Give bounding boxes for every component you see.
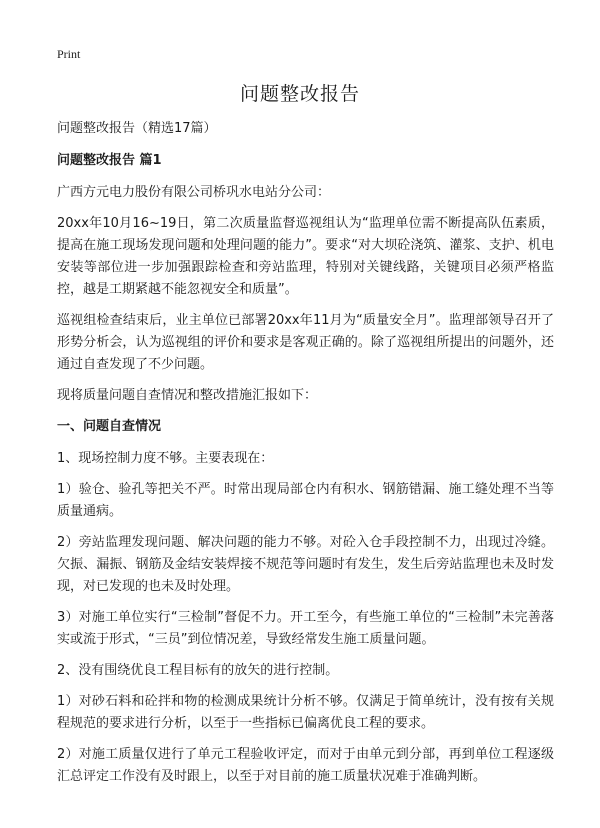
- paragraph-inspection-findings: 20xx年10月16~19日，第二次质量监督巡视组认为“监理单位需不断提高队伍素质，提高在施工现场发现问题和处理问题的能力”。要求“对大坝砼浇筑、灌浆、支护、机电安装等部位进一步加强跟踪检查和旁站监理，特别对关键线路，关键项目必须严格监控，越是工期紧越不能忽视安全和质量”。: [57, 216, 554, 297]
- document-title: 问题整改报告: [239, 83, 360, 105]
- section-heading: 问题整改报告 篇1: [57, 153, 162, 168]
- list-item: 3）对施工单位实行“三检制”督促不力。开工至今，有些施工单位的“三检制”未完善落实或流于形式，“三员”到位情况差，导致经常发生施工质量问题。: [57, 610, 554, 647]
- paragraph-report-intro: 现将质量问题自查情况和整改措施汇报如下：: [57, 388, 318, 403]
- list-item: 1、现场控制力度不够。主要表现在：: [57, 451, 274, 466]
- document-subtitle: 问题整改报告（精选17篇）: [57, 121, 217, 136]
- list-item: 2）旁站监理发现问题、解决问题的能力不够。对砼入仓手段控制不力，出现过冷缝。欠振、漏振、钢筋及金结安装焊接不规范等问题时有发生，发生后旁站监理也未及时发现，对已发现的也未及时处理。: [57, 535, 554, 594]
- print-link[interactable]: Print: [57, 47, 81, 61]
- part-heading: 一、问题自查情况: [57, 419, 162, 434]
- paragraph-addressee: 广西方元电力股份有限公司桥巩水电站分公司：: [57, 185, 331, 200]
- list-item: 1）验仓、验孔等把关不严。时常出现局部仓内有积水、钢筋错漏、施工缝处理不当等质量通病。: [57, 482, 554, 519]
- list-item: 2）对施工质量仅进行了单元工程验收评定，而对于由单元到分部，再到单位工程逐级汇总评定工作没有及时跟上，以至于对目前的施工质量状况难于准确判断。: [57, 747, 554, 784]
- list-item: 2、没有围绕优良工程目标有的放矢的进行控制。: [57, 663, 339, 678]
- document-body: [57, 118, 554, 797]
- list-item: 1）对砂石料和砼拌和物的检测成果统计分析不够。仅满足于简单统计，没有按有关规程规范的要求进行分析，以至于一些指标已偏离优良工程的要求。: [57, 694, 554, 731]
- paragraph-quality-month: 巡视组检查结束后，业主单位已部署20xx年11月为“质量安全月”。监理部领导召开了形势分析会，认为巡视组的评价和要求是客观正确的。除了巡视组所提出的问题外，还通过自查发现了不少问题。: [57, 313, 554, 372]
